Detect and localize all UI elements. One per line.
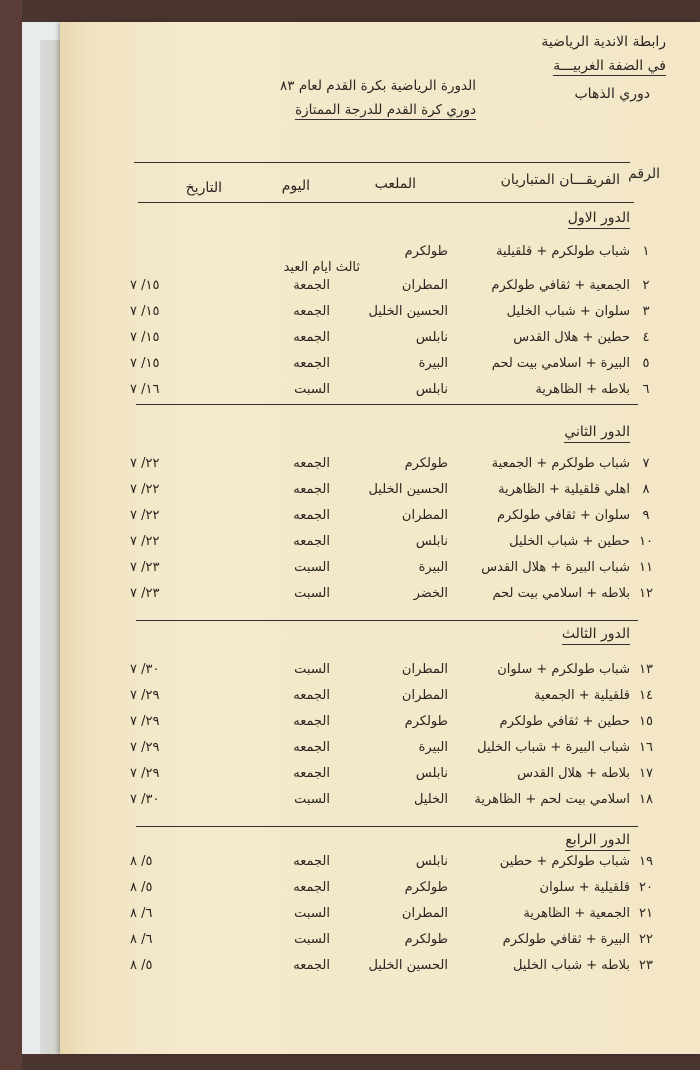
col-day-header: اليوم — [281, 178, 310, 194]
match-venue: المطران — [401, 508, 448, 523]
match-day: الجمعه — [293, 688, 330, 703]
match-teams: اسلامي بيت لحم + الظاهرية — [474, 792, 630, 807]
col-teams-header: الفريقـــان المتباريان — [500, 172, 620, 188]
match-date: ٢٢/ ٧ — [130, 534, 160, 549]
match-venue: طولكرم — [404, 714, 448, 729]
match-venue: طولكرم — [404, 456, 448, 471]
match-teams: شباب البيرة + هلال القدس — [481, 560, 630, 575]
col-date-header: التاريخ — [185, 180, 222, 196]
match-date: ٣٠/ ٧ — [130, 792, 160, 807]
match-number: ١٧ — [639, 766, 653, 781]
match-day: الجمعه — [293, 740, 330, 755]
match-venue: البيرة — [418, 356, 448, 371]
match-date: ٢٣/ ٧ — [130, 560, 160, 575]
match-teams: حطين + شباب الخليل — [509, 534, 630, 549]
header-rule-bottom — [138, 202, 634, 203]
match-date: ٢٩/ ٧ — [130, 766, 160, 781]
match-number: ١٨ — [639, 792, 653, 807]
match-teams: شباب البيرة + شباب الخليل — [477, 740, 630, 755]
match-day: الجمعه — [293, 534, 330, 549]
match-date: ١٥/ ٧ — [130, 330, 160, 345]
match-venue: نابلس — [415, 534, 448, 549]
match-day: الجمعه — [293, 304, 330, 319]
match-number: ١٤ — [639, 688, 653, 703]
match-venue: طولكرم — [404, 932, 448, 947]
match-number: ٢٣ — [639, 958, 653, 973]
match-number: ٢٠ — [639, 880, 653, 895]
match-day: السبت — [294, 560, 330, 575]
match-date: ٢٢/ ٧ — [130, 482, 160, 497]
match-number: ٣ — [642, 304, 650, 319]
match-venue: البيرة — [418, 740, 448, 755]
match-teams: البيرة + اسلامي بيت لحم — [491, 356, 630, 371]
match-venue: المطران — [401, 906, 448, 921]
match-number: ٢٢ — [639, 932, 653, 947]
match-teams: شباب طولكرم + حطين — [499, 854, 630, 869]
match-day: الجمعه — [293, 854, 330, 869]
match-date: ١٦/ ٧ — [130, 382, 160, 397]
col-venue-header: الملعب — [374, 176, 416, 192]
match-venue: المطران — [401, 662, 448, 677]
match-number: ١١ — [639, 560, 653, 575]
match-venue: الحسين الخليل — [368, 304, 448, 319]
match-number: ١٩ — [639, 854, 653, 869]
match-teams: قلقيلية + سلوان — [539, 880, 630, 895]
match-date: ٥/ ٨ — [130, 854, 153, 869]
match-number: ٦ — [642, 382, 650, 397]
match-date: ٣٠/ ٧ — [130, 662, 160, 677]
match-venue: نابلس — [415, 854, 448, 869]
league-leg: دوري الذهاب — [574, 86, 650, 102]
holiday-note: ثالث ايام العيد — [283, 260, 360, 275]
match-number: ٨ — [642, 482, 650, 497]
match-teams: البيرة + ثقافي طولكرم — [502, 932, 630, 947]
match-number: ١٣ — [639, 662, 653, 677]
match-teams: اهلي قلقيلية + الظاهرية — [498, 482, 630, 497]
match-date: ٢٣/ ٧ — [130, 586, 160, 601]
round-title: الدور الاول — [568, 210, 630, 229]
match-date: ١٥/ ٧ — [130, 278, 160, 293]
match-day: الجمعه — [293, 482, 330, 497]
match-teams: سلوان + شباب الخليل — [506, 304, 630, 319]
match-venue: الخضر — [413, 586, 448, 601]
match-date: ٦/ ٨ — [130, 932, 153, 947]
match-venue: الخليل — [413, 792, 448, 807]
match-day: السبت — [294, 662, 330, 677]
match-day: السبت — [294, 932, 330, 947]
match-number: ١٦ — [639, 740, 653, 755]
match-date: ١٥/ ٧ — [130, 356, 160, 371]
match-teams: بلاطه + اسلامي بيت لحم — [492, 586, 630, 601]
match-day: السبت — [294, 586, 330, 601]
header-rule-top — [134, 162, 630, 163]
match-venue: نابلس — [415, 330, 448, 345]
match-teams: قلقيلية + الجمعية — [533, 688, 630, 703]
org-name: رابطة الاندية الرياضية — [541, 34, 666, 50]
round-title: الدور الثالث — [562, 626, 630, 645]
match-teams: بلاطه + هلال القدس — [517, 766, 630, 781]
match-teams: حطين + هلال القدس — [513, 330, 630, 345]
match-venue: نابلس — [415, 382, 448, 397]
match-day: الجمعه — [293, 330, 330, 345]
match-day: السبت — [294, 792, 330, 807]
match-date: ٢٩/ ٧ — [130, 740, 160, 755]
match-number: ٩ — [642, 508, 650, 523]
match-number: ١ — [642, 244, 650, 259]
round-separator — [136, 404, 638, 405]
match-date: ٢٢/ ٧ — [130, 508, 160, 523]
match-venue: المطران — [401, 278, 448, 293]
match-day: السبت — [294, 382, 330, 397]
match-number: ٢ — [642, 278, 650, 293]
match-day: الجمعه — [293, 456, 330, 471]
match-day: الجمعة — [293, 278, 330, 293]
match-date: ١٥/ ٧ — [130, 304, 160, 319]
match-day: الجمعه — [293, 714, 330, 729]
doc-subtitle: دوري كرة القدم للدرجة الممتازة — [295, 102, 476, 118]
match-date: ٦/ ٨ — [130, 906, 153, 921]
match-date: ٥/ ٨ — [130, 880, 153, 895]
match-venue: الحسين الخليل — [368, 958, 448, 973]
match-venue: الحسين الخليل — [368, 482, 448, 497]
match-teams: الجمعية + الظاهرية — [523, 906, 630, 921]
match-venue: المطران — [401, 688, 448, 703]
col-num-header: الرقم — [628, 166, 660, 182]
match-day: الجمعه — [293, 508, 330, 523]
document — [60, 22, 700, 1054]
match-number: ٥ — [642, 356, 650, 371]
org-region: في الضفة الغربيـــة — [553, 58, 666, 74]
round-separator — [136, 826, 638, 827]
match-teams: شباب طولكرم + الجمعية — [491, 456, 630, 471]
match-venue: البيرة — [418, 560, 448, 575]
match-day: الجمعه — [293, 958, 330, 973]
match-teams: شباب طولكرم + سلوان — [497, 662, 630, 677]
match-venue: طولكرم — [404, 244, 448, 259]
match-teams: بلاطه + شباب الخليل — [512, 958, 630, 973]
round-title: الدور الرابع — [565, 832, 630, 851]
match-date: ٥/ ٨ — [130, 958, 153, 973]
match-day: الجمعه — [293, 356, 330, 371]
round-separator — [136, 620, 638, 621]
match-teams: سلوان + ثقافي طولكرم — [497, 508, 630, 523]
match-teams: شباب طولكرم + قلقيلية — [496, 244, 630, 259]
match-number: ٤ — [642, 330, 650, 345]
match-number: ١٠ — [639, 534, 653, 549]
round-title: الدور الثاني — [564, 424, 630, 443]
match-number: ١٢ — [639, 586, 653, 601]
doc-title: الدورة الرياضية بكرة القدم لعام ٨٣ — [280, 78, 476, 94]
match-venue: نابلس — [415, 766, 448, 781]
match-day: الجمعه — [293, 766, 330, 781]
book-binding — [0, 0, 22, 1070]
match-date: ٢٢/ ٧ — [130, 456, 160, 471]
match-teams: بلاطه + الظاهرية — [535, 382, 630, 397]
match-venue: طولكرم — [404, 880, 448, 895]
match-day: السبت — [294, 906, 330, 921]
match-date: ٢٩/ ٧ — [130, 688, 160, 703]
match-number: ١٥ — [639, 714, 653, 729]
match-number: ٢١ — [639, 906, 653, 921]
match-number: ٧ — [642, 456, 650, 471]
match-teams: الجمعية + ثقافي طولكرم — [491, 278, 630, 293]
match-teams: حطين + ثقافي طولكرم — [499, 714, 630, 729]
match-day: الجمعه — [293, 880, 330, 895]
match-date: ٢٩/ ٧ — [130, 714, 160, 729]
